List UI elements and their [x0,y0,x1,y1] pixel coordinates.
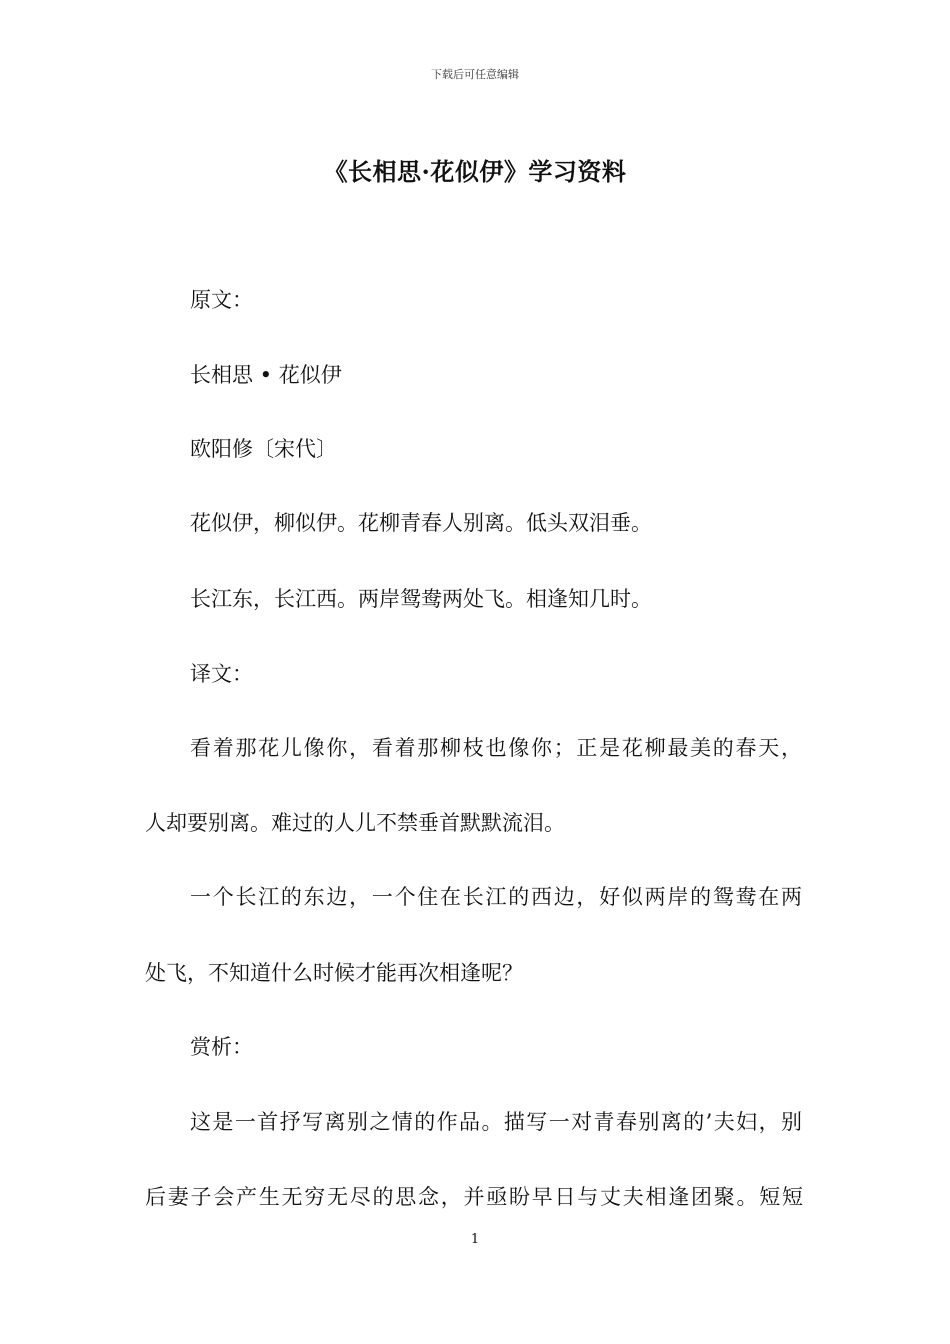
appreciation-line: 这是一首抒写离别之情的作品。描写一对青春别离的’夫妇，别 [190,1110,802,1134]
poem-author: 欧阳修〔宋代〕 [190,437,337,461]
poem-title: 长相思 • 花似伊 [190,363,342,387]
poem-line-1: 花似伊，柳似伊。花柳青春人别离。低头双泪垂。 [190,511,652,535]
translation-line: 人却要别离。难过的人儿不禁垂首默默流泪。 [145,811,565,835]
translation-line: 看着那花儿像你，看着那柳枝也像你；正是花柳最美的春天， [190,736,802,760]
page-number: 1 [470,1232,480,1247]
document-title: 《长相思·花似伊》学习资料 [323,157,627,186]
appreciation-line: 后妻子会产生无穷无尽的思念，并亟盼早日与丈夫相逢团聚。短短 [145,1185,803,1209]
translation-line: 处飞，不知道什么时候才能再次相逢呢？ [145,961,523,985]
section-label-translation: 译文： [190,662,253,686]
header-note: 下载后可任意编辑 [431,68,519,81]
translation-line: 一个长江的东边，一个住在长江的西边，好似两岸的鸳鸯在两 [190,885,802,909]
section-label-original: 原文： [190,288,253,312]
section-label-appreciation: 赏析： [190,1035,253,1059]
poem-line-2: 长江东，长江西。两岸鸳鸯两处飞。相逢知几时。 [190,587,652,611]
